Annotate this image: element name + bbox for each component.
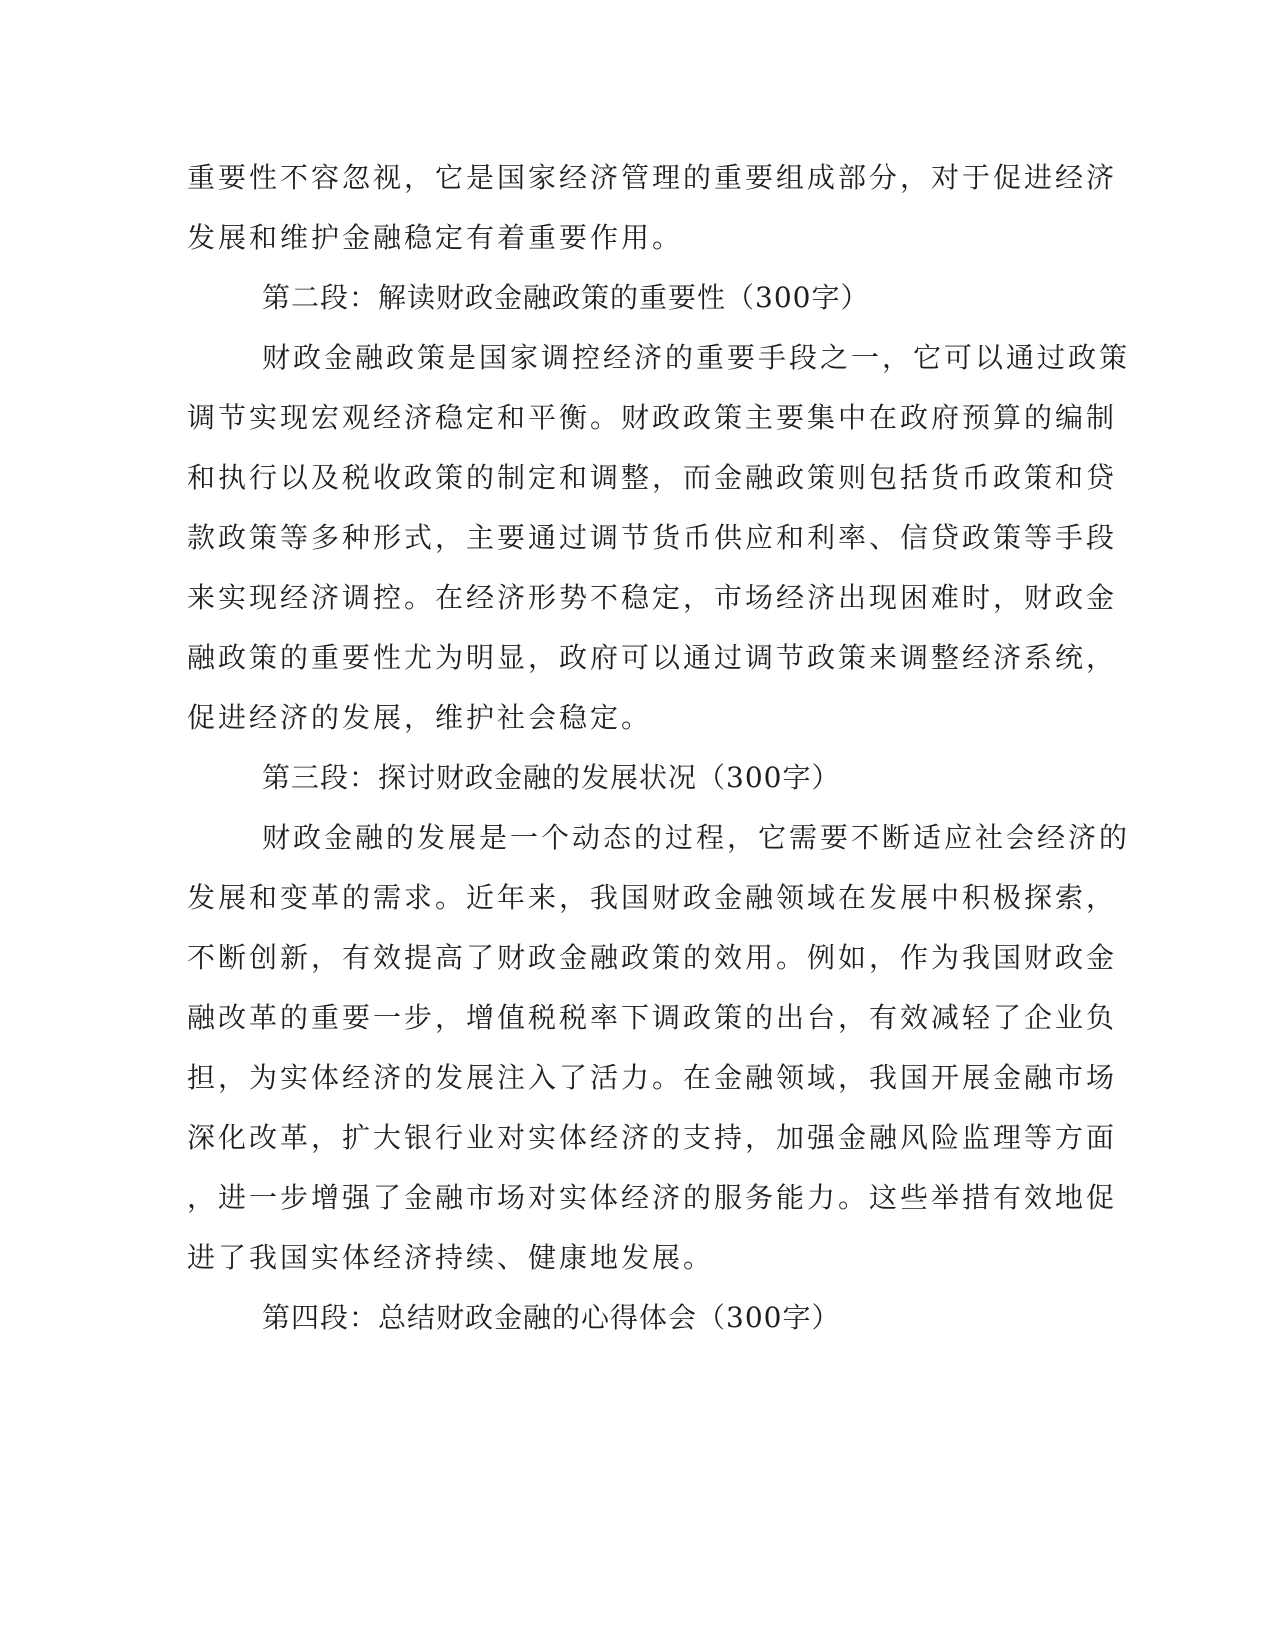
paragraph-line: 促进经济的发展，维护社会稳定。 xyxy=(187,701,653,734)
section-heading-4: 第四段：总结财政金融的心得体会（300字） xyxy=(262,1301,841,1334)
paragraph-line: 财政金融政策是国家调控经济的重要手段之一，它可以通过政策 xyxy=(262,341,1131,374)
paragraph-line: 担，为实体经济的发展注入了活力。在金融领域，我国开展金融市场 xyxy=(187,1061,1118,1094)
paragraph-line: 发展和变革的需求。近年来，我国财政金融领域在发展中积极探索， xyxy=(187,881,1118,914)
paragraph-line: 融政策的重要性尤为明显，政府可以通过调节政策来调整经济系统， xyxy=(187,641,1118,674)
paragraph-line: 重要性不容忽视，它是国家经济管理的重要组成部分，对于促进经济 xyxy=(187,161,1118,194)
paragraph-line: 和执行以及税收政策的制定和调整，而金融政策则包括货币政策和贷 xyxy=(187,461,1118,494)
paragraph-line: 进了我国实体经济持续、健康地发展。 xyxy=(187,1241,715,1274)
paragraph-line: 调节实现宏观经济稳定和平衡。财政政策主要集中在政府预算的编制 xyxy=(187,401,1118,434)
paragraph-line: 发展和维护金融稳定有着重要作用。 xyxy=(187,221,684,254)
paragraph-line: 来实现经济调控。在经济形势不稳定，市场经济出现困难时，财政金 xyxy=(187,581,1118,614)
paragraph-line: 不断创新，有效提高了财政金融政策的效用。例如，作为我国财政金 xyxy=(187,941,1118,974)
section-heading-2: 第二段：解读财政金融政策的重要性（300字） xyxy=(262,281,870,314)
paragraph-line: ，进一步增强了金融市场对实体经济的服务能力。这些举措有效地促 xyxy=(187,1181,1118,1214)
paragraph-line: 融改革的重要一步，增值税税率下调政策的出台，有效减轻了企业负 xyxy=(187,1001,1118,1034)
section-heading-3: 第三段：探讨财政金融的发展状况（300字） xyxy=(262,761,841,794)
paragraph-line: 深化改革，扩大银行业对实体经济的支持，加强金融风险监理等方面 xyxy=(187,1121,1118,1154)
paragraph-line: 财政金融的发展是一个动态的过程，它需要不断适应社会经济的 xyxy=(262,821,1131,854)
paragraph-line: 款政策等多种形式，主要通过调节货币供应和利率、信贷政策等手段 xyxy=(187,521,1118,554)
